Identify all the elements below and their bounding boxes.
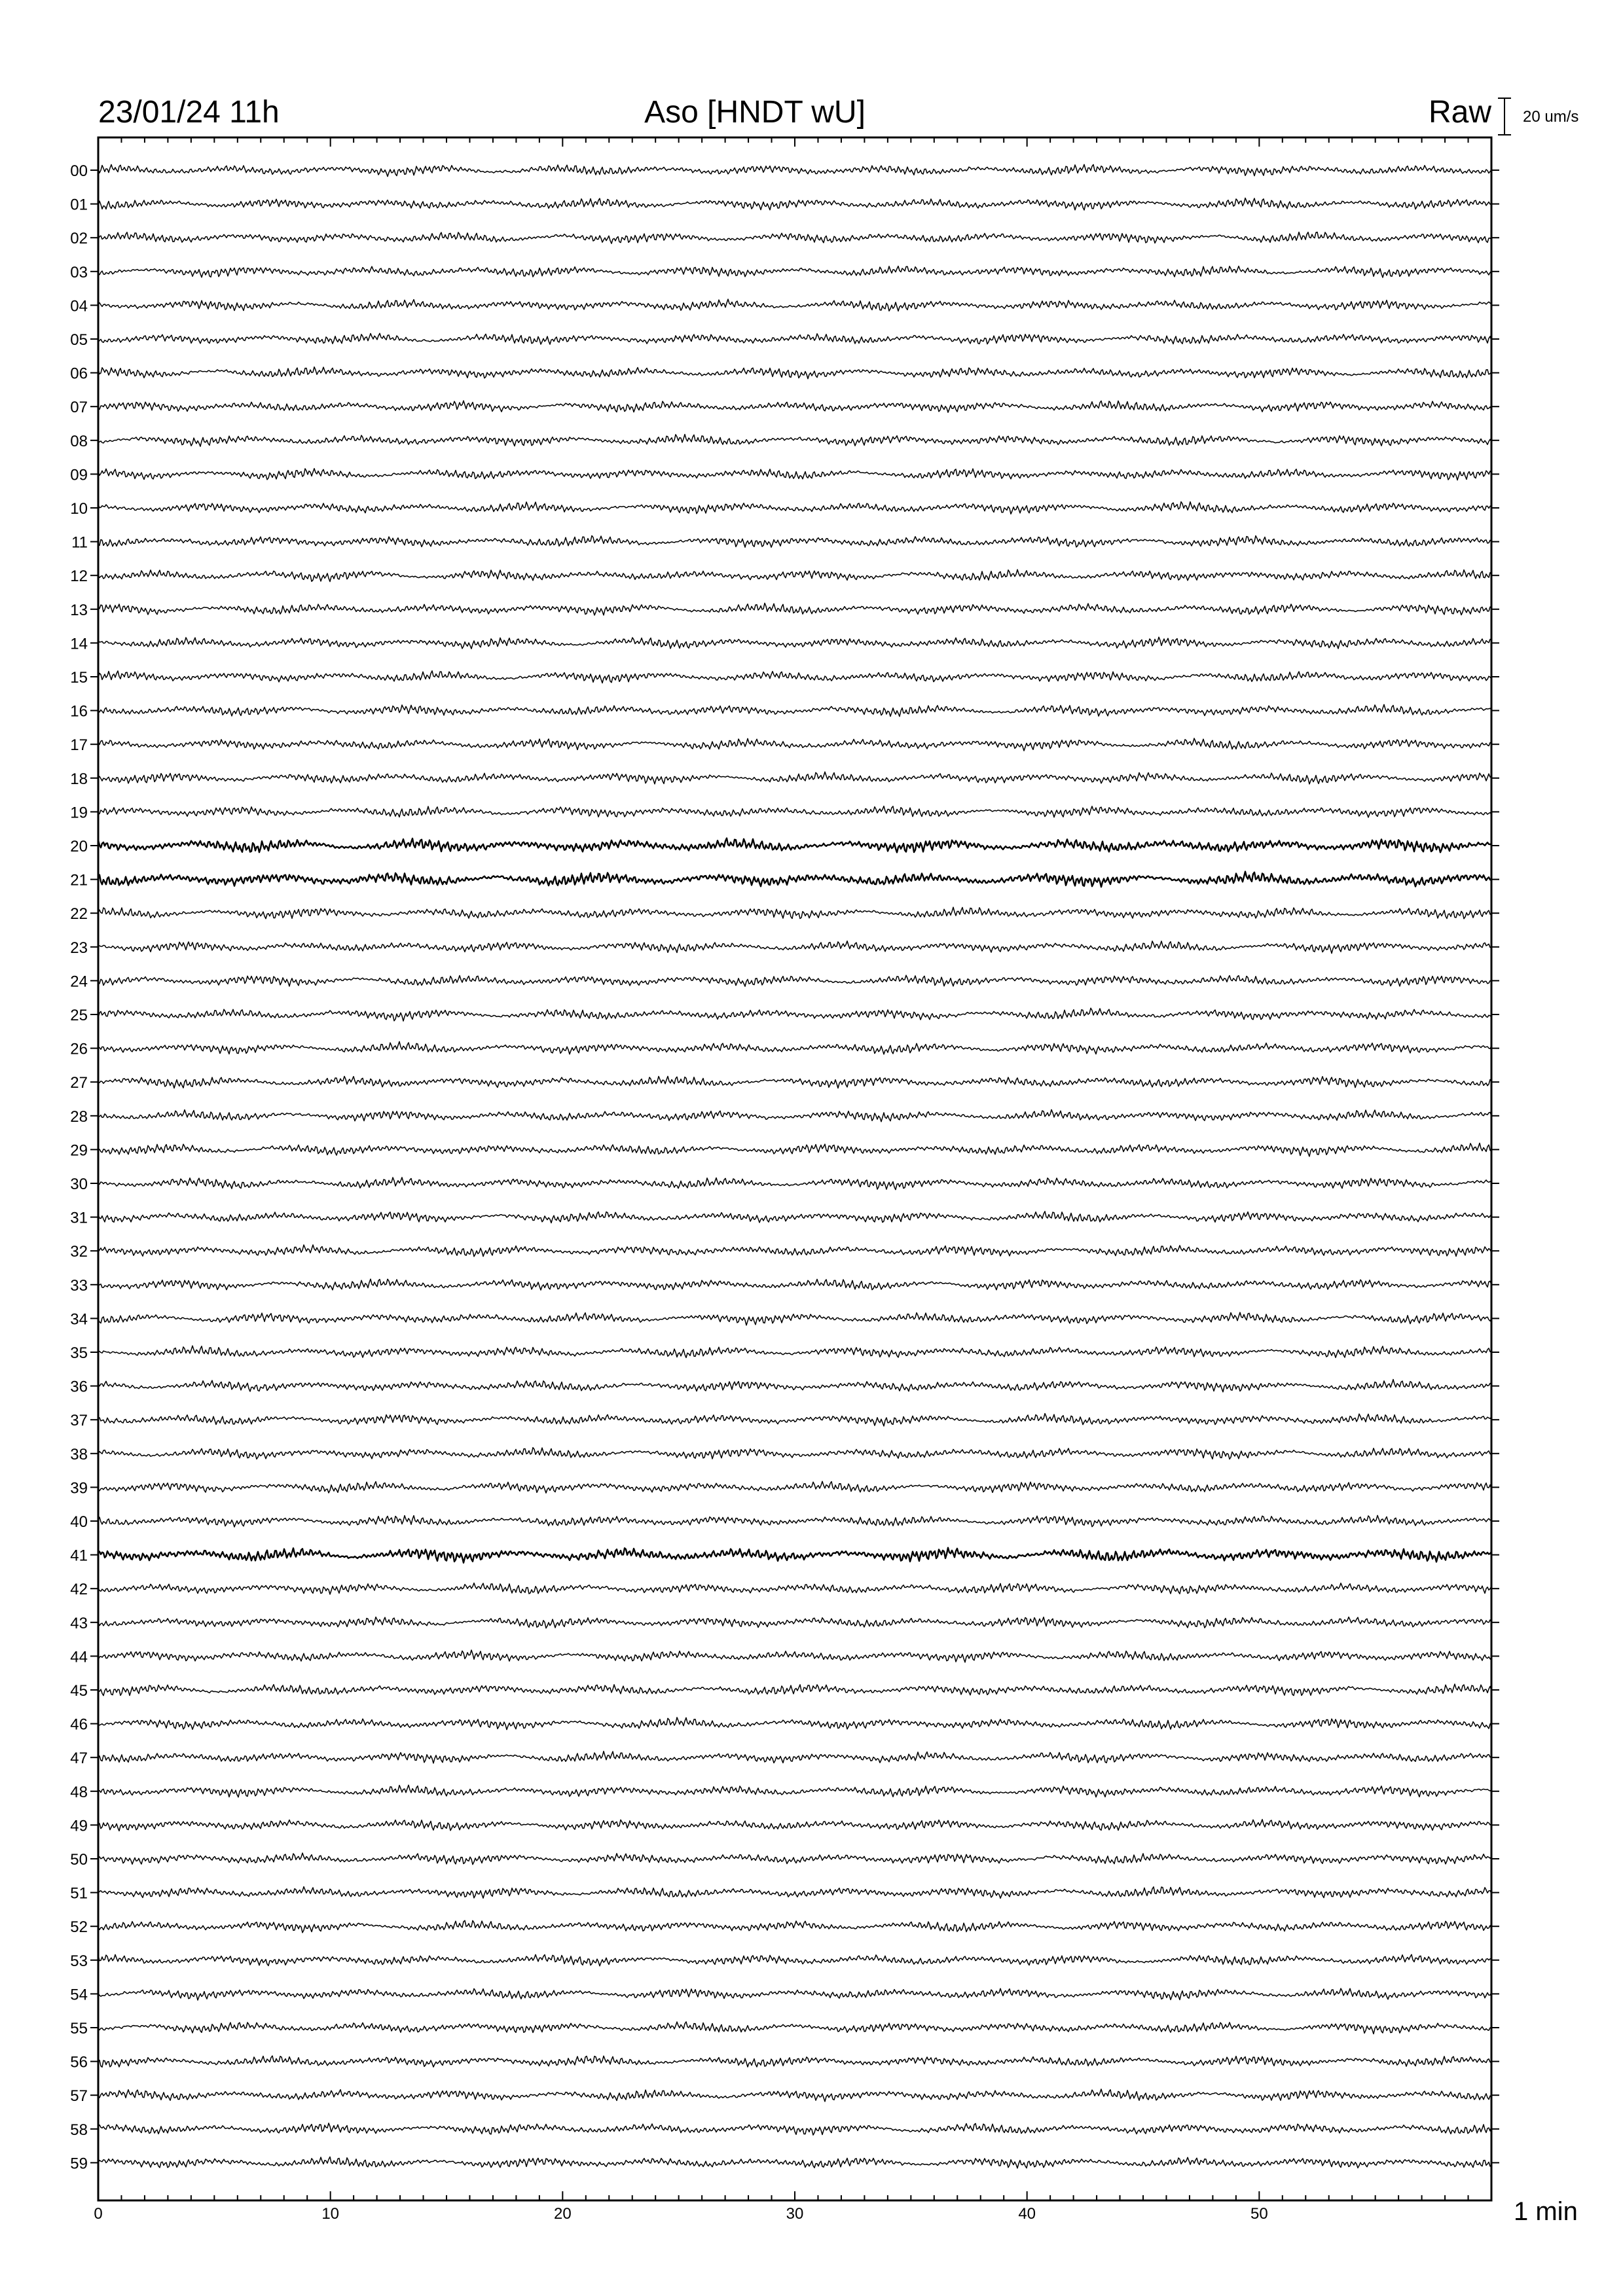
- row-label-35: 35: [70, 1344, 88, 1362]
- row-label-06: 06: [70, 365, 88, 383]
- row-label-03: 03: [70, 263, 88, 281]
- row-label-30: 30: [70, 1175, 88, 1193]
- row-label-40: 40: [70, 1513, 88, 1531]
- row-label-42: 42: [70, 1581, 88, 1599]
- row-label-47: 47: [70, 1749, 88, 1768]
- station-title: Aso [HNDT wU]: [644, 95, 866, 130]
- row-label-59: 59: [70, 2155, 88, 2173]
- row-label-09: 09: [70, 466, 88, 484]
- row-label-18: 18: [70, 770, 88, 788]
- row-label-32: 32: [70, 1243, 88, 1261]
- row-label-22: 22: [70, 905, 88, 924]
- row-label-55: 55: [70, 2020, 88, 2037]
- row-label-52: 52: [70, 1918, 88, 1937]
- row-label-39: 39: [70, 1479, 88, 1498]
- row-label-24: 24: [70, 973, 88, 991]
- row-label-05: 05: [70, 331, 88, 349]
- row-label-53: 53: [70, 1952, 88, 1970]
- row-label-31: 31: [70, 1209, 88, 1227]
- row-label-34: 34: [70, 1310, 88, 1329]
- row-label-51: 51: [70, 1884, 88, 1903]
- row-label-11: 11: [71, 533, 88, 552]
- row-label-48: 48: [70, 1783, 88, 1801]
- row-label-21: 21: [70, 871, 88, 889]
- amplitude-scale-label: 20 um/s: [1523, 108, 1579, 126]
- row-label-01: 01: [70, 196, 88, 214]
- row-label-08: 08: [70, 432, 88, 450]
- row-label-14: 14: [70, 635, 88, 653]
- x-tick-label-0: 0: [94, 2205, 103, 2223]
- row-label-33: 33: [70, 1276, 88, 1295]
- row-label-45: 45: [70, 1682, 88, 1700]
- row-label-12: 12: [70, 567, 88, 586]
- row-label-10: 10: [70, 500, 88, 518]
- row-label-25: 25: [70, 1007, 88, 1024]
- mode-label: Raw: [1428, 95, 1491, 130]
- x-tick-label-50: 50: [1250, 2205, 1268, 2223]
- row-label-00: 00: [70, 162, 88, 180]
- row-label-44: 44: [70, 1648, 88, 1666]
- x-tick-label-40: 40: [1018, 2205, 1036, 2223]
- row-label-50: 50: [70, 1851, 88, 1869]
- row-label-02: 02: [70, 230, 88, 248]
- x-tick-label-20: 20: [553, 2205, 572, 2223]
- row-label-37: 37: [70, 1412, 88, 1430]
- row-label-23: 23: [70, 939, 88, 957]
- x-tick-label-10: 10: [321, 2205, 340, 2223]
- row-label-17: 17: [70, 736, 88, 755]
- row-label-15: 15: [70, 669, 88, 687]
- row-label-29: 29: [70, 1141, 88, 1160]
- row-label-28: 28: [70, 1107, 88, 1126]
- row-label-43: 43: [70, 1614, 88, 1632]
- row-label-13: 13: [70, 601, 88, 619]
- x-unit-label: 1 min: [1514, 2197, 1578, 2226]
- row-label-57: 57: [70, 2087, 88, 2106]
- row-label-16: 16: [70, 702, 88, 721]
- row-label-20: 20: [70, 838, 88, 855]
- row-label-58: 58: [70, 2121, 88, 2139]
- row-label-54: 54: [70, 1986, 88, 2004]
- row-label-46: 46: [70, 1715, 88, 1734]
- row-label-36: 36: [70, 1378, 88, 1396]
- row-label-38: 38: [70, 1445, 88, 1463]
- row-label-49: 49: [70, 1817, 88, 1835]
- row-label-04: 04: [70, 297, 88, 315]
- row-label-19: 19: [70, 804, 88, 822]
- date-hour-label: 23/01/24 11h: [98, 95, 280, 130]
- row-label-41: 41: [70, 1547, 88, 1565]
- x-tick-label-30: 30: [786, 2205, 804, 2223]
- row-label-07: 07: [70, 399, 88, 417]
- row-label-26: 26: [70, 1040, 88, 1058]
- row-label-27: 27: [70, 1074, 88, 1092]
- row-label-56: 56: [70, 2053, 88, 2072]
